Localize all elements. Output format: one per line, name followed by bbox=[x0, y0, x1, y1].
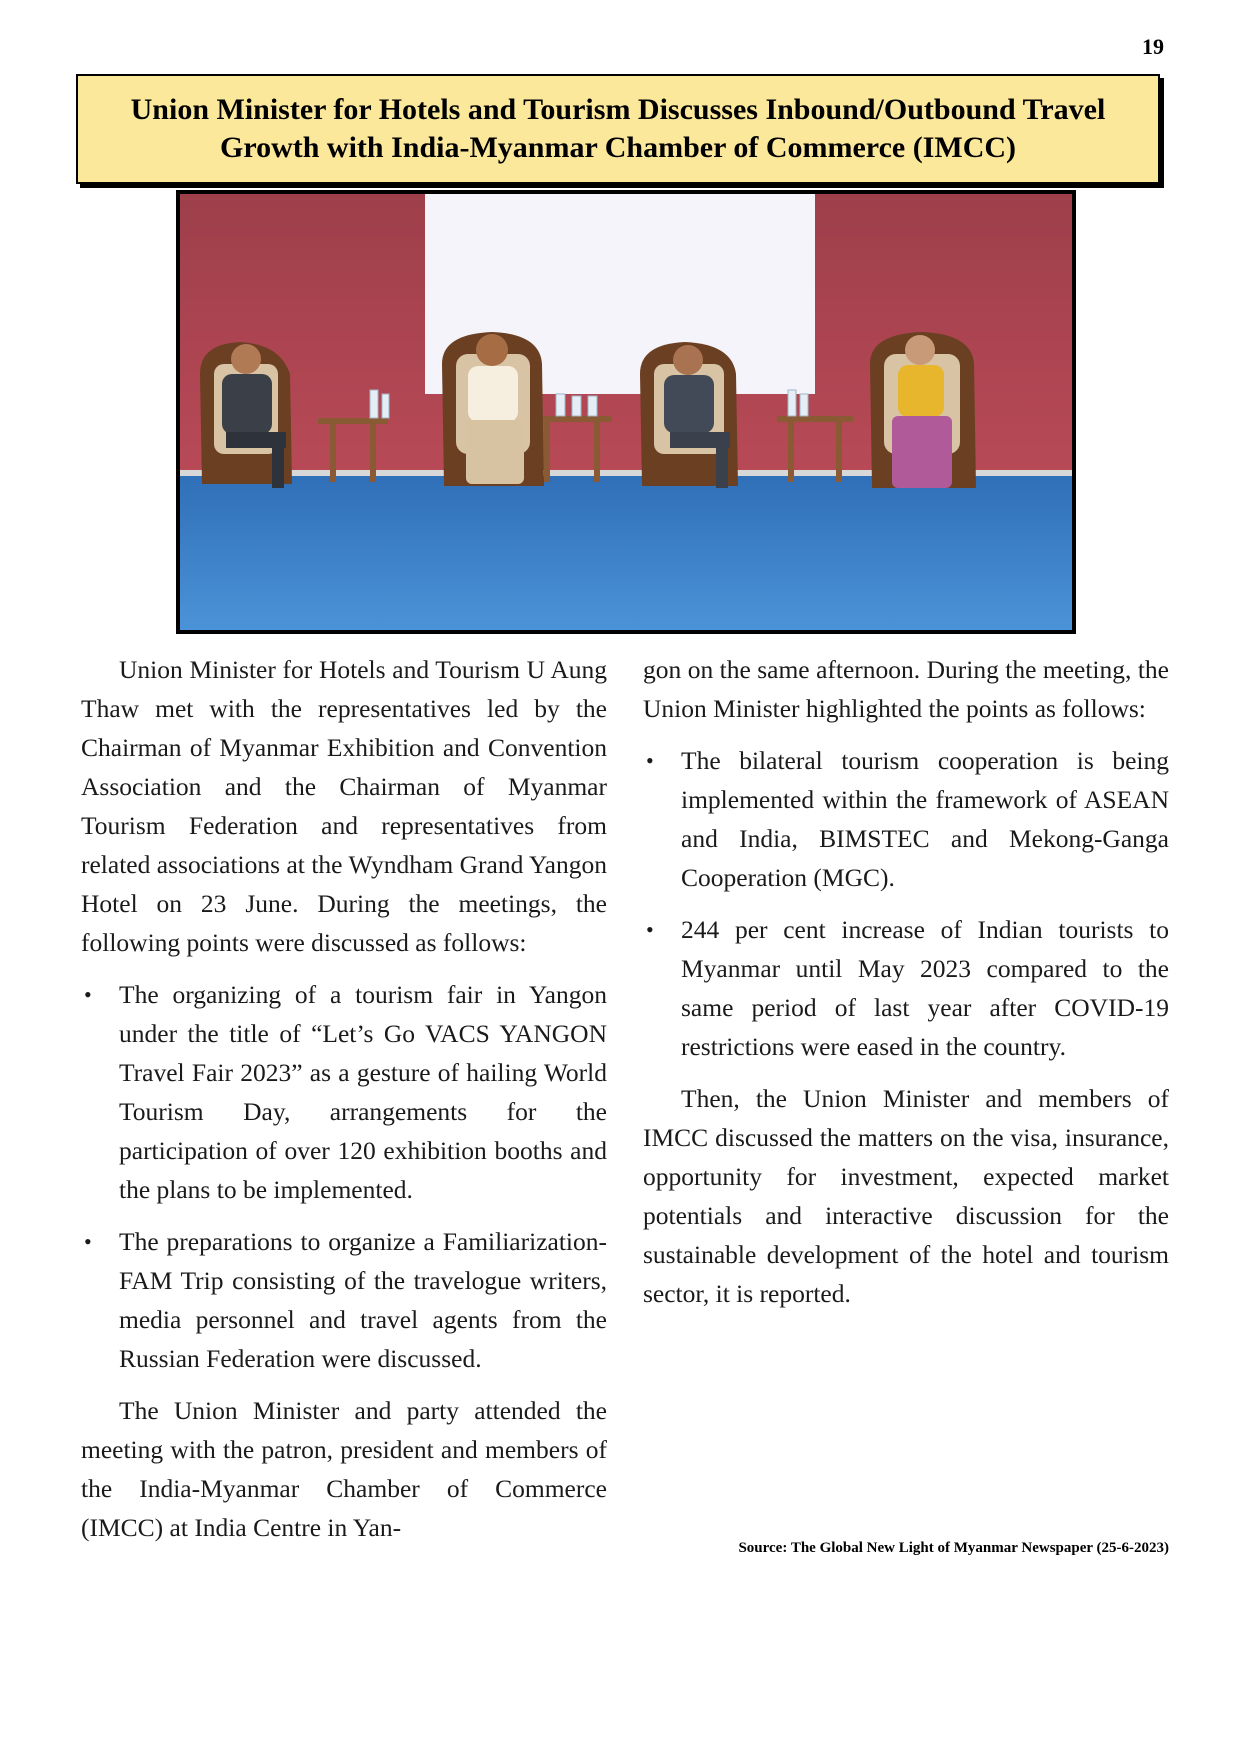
list-item-text: 244 per cent increase of Indian tourists to Myanmar until May 2023 compared to the same period of last year after COVID-19 restrictions were eased in the country. bbox=[681, 915, 1169, 1061]
list-item-text: The preparations to organize a Familiarization-FAM Trip consisting of the travelogue writers, media personnel and travel agents from the Russian Federation were discussed. bbox=[119, 1227, 607, 1373]
list-item-text: The bilateral tourism cooperation is being implemented within the framework of ASEAN and India, BIMSTEC and Mekong-Ganga Cooperation (MGC). bbox=[681, 746, 1169, 892]
bullet-glyph: • bbox=[646, 748, 654, 773]
left-paragraph-1: Union Minister for Hotels and Tourism U Aung Thaw met with the representatives led by the Chairman of Myanmar Exhibition and Convention Association and the Chairman of Myanmar Tourism Federation and representatives from related associations at the Wyndham Grand Yangon Hotel on 23 June. During the meetings, the following points were discussed as follows: bbox=[81, 655, 607, 957]
list-item bbox=[81, 1222, 607, 1378]
left-paragraph-2: The Union Minister and party attended the meeting with the patron, president and members of the India-Myanmar Chamber of Commerce (IMCC) at India Centre in Yan- bbox=[81, 1396, 607, 1542]
list-item-text: The organizing of a tourism fair in Yangon under the title of “Let’s Go VACS YANGON Travel Fair 2023” as a gesture of hailing World Tourism Day, arrangements for the participation of over 120 exhibition booths and the plans to be implemented. bbox=[119, 980, 607, 1204]
photo-floor bbox=[180, 474, 1072, 630]
bullet-glyph: • bbox=[84, 982, 92, 1007]
list-item bbox=[81, 975, 607, 1209]
page-number: 19 bbox=[1142, 34, 1164, 59]
left-column bbox=[81, 650, 607, 1560]
right-paragraph-1: gon on the same afternoon. During the meeting, the Union Minister highlighted the points as follows: bbox=[643, 655, 1169, 723]
article-photo bbox=[176, 190, 1076, 634]
bullet-glyph: • bbox=[646, 917, 654, 942]
article-title: Union Minister for Hotels and Tourism Discusses Inbound/Outbound Travel Growth with India-Myanmar Chamber of Commerce (IMCC) bbox=[130, 93, 1106, 164]
list-item bbox=[643, 910, 1169, 1066]
article-title-box bbox=[76, 74, 1160, 184]
left-bullet-list bbox=[81, 975, 607, 1378]
meeting-photo-illustration bbox=[180, 194, 1072, 630]
source-credit: Source: The Global New Light of Myanmar Newspaper (25-6-2023) bbox=[738, 1540, 1169, 1556]
right-paragraph-2: Then, the Union Minister and members of IMCC discussed the matters on the visa, insurance, opportunity for investment, expected market potentials and interactive discussion for the sustainable development of the hotel and tourism sector, it is reported. bbox=[643, 1084, 1169, 1308]
right-column bbox=[643, 650, 1169, 1326]
list-item bbox=[643, 741, 1169, 897]
right-bullet-list bbox=[643, 741, 1169, 1066]
bullet-glyph: • bbox=[84, 1229, 92, 1254]
